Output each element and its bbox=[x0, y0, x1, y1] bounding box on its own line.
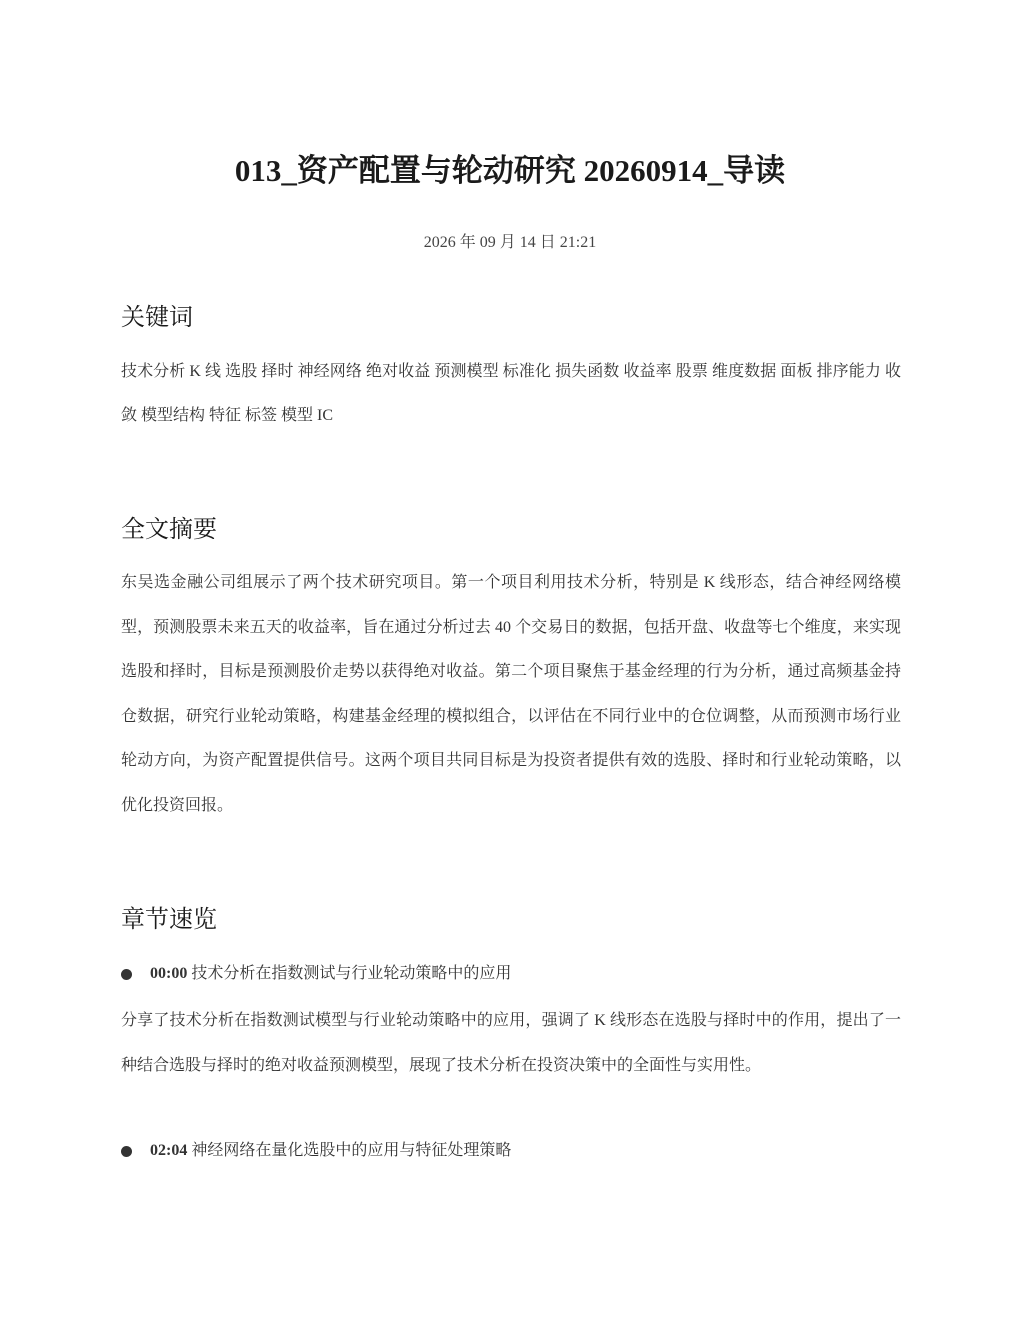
chapter-title-text: 技术分析在指数测试与行业轮动策略中的应用 bbox=[191, 965, 512, 982]
document-date: 2026 年 09 月 14 日 21:21 bbox=[423, 234, 597, 251]
chapter-heading bbox=[150, 961, 511, 987]
keywords-heading: 关键词 bbox=[121, 305, 193, 331]
chapter-description: 分享了技术分析在指数测试模型与行业轮动策略中的应用，强调了 K 线形态在选股与择时中的作用，提出了一种结合选股与择时的绝对收益预测模型，展现了技术分析在投资决策中的全面性与实用性。 bbox=[121, 1012, 901, 1074]
chapter-title-text: 神经网络在量化选股中的应用与特征处理策略 bbox=[191, 1142, 512, 1159]
chapter-time: 02:04 bbox=[150, 1142, 188, 1159]
bullet-icon bbox=[121, 1146, 132, 1157]
chapters-heading: 章节速览 bbox=[121, 907, 217, 933]
bullet-icon bbox=[121, 969, 132, 980]
keywords-text: 技术分析 K 线 选股 择时 神经网络 绝对收益 预测模型 标准化 损失函数 收益率 股票 维度数据 面板 排序能力 收敛 模型结构 特征 标签 模型 IC bbox=[121, 363, 901, 424]
chapter-item bbox=[121, 1138, 901, 1164]
summary-text: 东吴选金融公司组展示了两个技术研究项目。第一个项目利用技术分析，特别是 K 线形态，结合神经网络模型，预测股票未来五天的收益率，旨在通过分析过去 40 个交易日的数据，包括开盘、收盘等七个维度，来实现选股和择时，目标是预测股价走势以获得绝对收益。第二个项目聚焦于基金经理的行为分析，通过高频基金持仓数据，研究行业轮动策略，构建基金经理的模拟组合，以评估在不同行业中的仓位调整，从而预测市场行业轮动方向，为资产配置提供信号。这两个项目共同目标是为投资者提供有效的选股、择时和行业轮动策略，以优化投资回报。 bbox=[121, 574, 901, 814]
chapter-time: 00:00 bbox=[150, 965, 188, 982]
chapter-item bbox=[121, 961, 901, 987]
summary-heading: 全文摘要 bbox=[121, 517, 217, 543]
document-title: 013_资产配置与轮动研究 20260914_导读 bbox=[234, 153, 786, 188]
chapter-heading bbox=[150, 1138, 511, 1164]
